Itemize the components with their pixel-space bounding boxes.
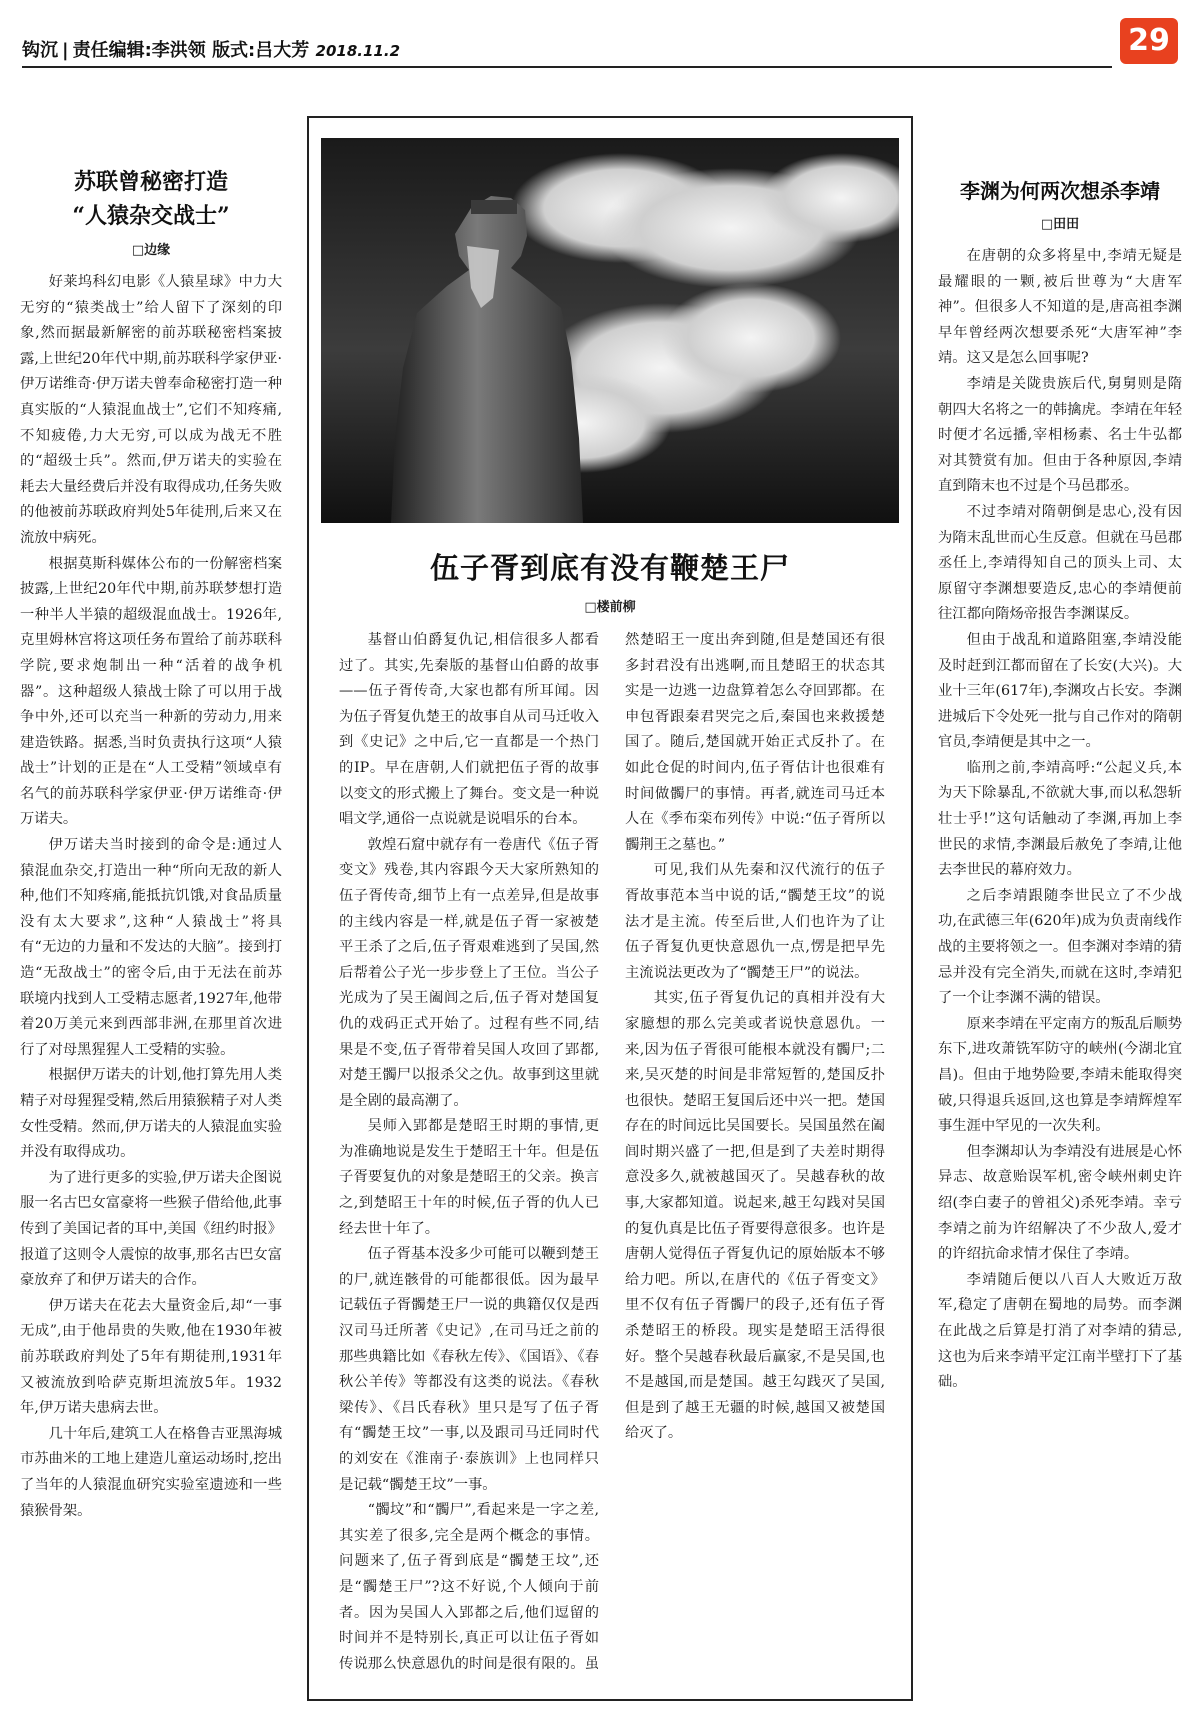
center-article-title: 伍子胥到底有没有鞭楚王尸 — [429, 551, 790, 585]
paragraph: 李靖是关陇贵族后代,舅舅则是隋朝四大名将之一的韩擒虎。李靖在年轻时便才名远播,宰相杨素、名士牛弘都对其赞赏有加。但由于各种原因,李靖直到隋末也不过是个马邑郡丞。 — [938, 375, 1182, 495]
paragraph: 原来李靖在平定南方的叛乱后顺势东下,进攻萧铣军防守的峡州(今湖北宜昌)。但由于地势险要,李靖未能取得突破,只得退兵返回,这也算是李靖辉煌军事生涯中罕见的一次失利。 — [938, 1015, 1182, 1135]
left-article-body — [20, 270, 282, 1524]
header-info — [22, 36, 400, 62]
paragraph: 在唐朝的众多将星中,李靖无疑是最耀眼的一颗,被后世尊为“大唐军神”。但很多人不知道的是,唐高祖李渊早年曾经两次想要杀死“大唐军神”李靖。这又是怎么回事呢? — [938, 248, 1182, 367]
right-article-byline: □田田 — [1040, 217, 1080, 232]
header-rule — [22, 66, 1112, 68]
paragraph: 可见,我们从先秦和汉代流行的伍子胥故事范本当中说的话,“髑楚王坟”的说法才是主流。传至后世,人们也许为了让伍子胥复仇更快意恩仇一点,愣是把早先主流说法更改为了“髑楚王尸”的说法。 — [625, 862, 885, 981]
section-name: 钩沉 — [22, 40, 58, 61]
right-article-body — [938, 244, 1182, 1396]
statue-photo — [321, 138, 899, 523]
left-article — [20, 165, 282, 1524]
left-title-line-1: 苏联曾秘密打造 — [73, 169, 228, 195]
paragraph: 几十年后,建筑工人在格鲁吉亚黑海城市苏曲米的工地上建造儿童运动场时,挖出了当年的人猿混血研究实验室遗迹和一些猿猴骨架。 — [20, 1425, 282, 1519]
paragraph: 根据伊万诺夫的计划,他打算先用人类精子对母猩猩受精,然后用猿猴精子对人类女性受精。然而,伊万诺夫的人猿混血实验并没有取得成功。 — [20, 1067, 282, 1161]
left-article-title — [20, 165, 282, 233]
paragraph: 基督山伯爵复仇记,相信很多人都看过了。其实,先秦版的基督山伯爵的故事——伍子胥传奇,大家也都有所耳闻。因为伍子胥复仇楚王的故事自从司马迁收入到《史记》之中后,它一直都是一个热门的IP。早在唐朝,人们就把伍子胥的故事以变文的形式搬上了舞台。变文是一种说唱文学,通俗一点说就是说唱乐的台本。 — [339, 632, 599, 828]
paragraph: 李靖随后便以八百人大败近万敌军,稳定了唐朝在蜀地的局势。而李渊在此战之后算是打消了对李靖的猜忌,这也为后来李靖平定江南半壁打下了基础。 — [938, 1271, 1182, 1391]
paragraph: “髑坟”和“髑尸”,看起来是一字之差,其实差了很多,完全是两个概念的事情。问题来了,伍子胥到底是“髑楚王坟”,还是“髑楚王尸”?这不好说,个人倾向于前者。因为吴国人入郢都之后,他们逗留的时间并不是特别长,真正可以让伍子胥如传说那么快意恩仇的时间是很有限的。虽然楚昭王一度出奔到随,但是楚国还有很多封君没有出逃啊,而且楚昭王的状态其实是一边逃一边盘算着怎么夺回郢都。在申包胥跟秦君哭完之后,秦国也来救援楚国了。随后,楚国就开始正式反扑了。在如此仓促的时间内,伍子胥估计也很难有时间做髑尸的事情。再者,就连司马迁本人在《季布栾布列传》中说:“伍子胥所以髑荆王之墓也。” — [339, 632, 885, 1672]
paragraph: 根据莫斯科媒体公布的一份解密档案披露,上世纪20年代中期,前苏联梦想打造一种半人半猿的超级混血战士。1926年,克里姆林宫将这项任务布置给了前苏联科学院,要求炮制出一种“活着的战争机器”。这种超级人猿战士除了可以用于战争中外,还可以充当一种新的劳动力,用来建造铁路。据悉,当时负责执行这项“人猿战士”计划的正是在“人工受精”领域卓有名气的前苏联科学家伊亚·伊万诺维奇·伊万诺夫。 — [20, 555, 282, 828]
center-article-byline: □楼前柳 — [584, 600, 636, 615]
paragraph: 但由于战乱和道路阻塞,李靖没能及时赶到江都而留在了长安(大兴)。大业十三年(617年),李渊攻占长安。李渊进城后下令处死一批与自己作对的隋朝官员,李靖便是其中之一。 — [938, 631, 1182, 751]
layout-credit: 版式:吕大芳 — [212, 40, 310, 61]
paragraph: 临刑之前,李靖高呼:“公起义兵,本为天下除暴乱,不欲就大事,而以私怨斩壮士乎!”这句话触动了李渊,再加上李世民的求情,李渊最后赦免了李靖,让他去李世民的幕府效力。 — [938, 759, 1182, 879]
page-header — [0, 0, 1200, 96]
issue-date: 2018.11.2 — [315, 42, 401, 60]
editor-credit: 责任编辑:李洪领 — [72, 40, 206, 61]
paragraph: 伊万诺夫当时接到的命令是:通过人猿混血杂交,打造出一种“所向无敌的新人种,他们不知疼痛,能抵抗饥饿,对食品质量没有太大要求”,这种“人猿战士”将具有“无边的力量和不发达的大脑”。接到打造“无敌战士”的密令后,由于无法在前苏联境内找到人工受精志愿者,1927年,他带着20万美元来到西部非洲,在那里首次进行了对母黑猩猩人工受精的实验。 — [20, 837, 282, 1058]
paragraph: 之后李靖跟随李世民立了不少战功,在武德三年(620年)成为负责南线作战的主要将领之一。但李渊对李靖的猜忌并没有完全消失,而就在这时,李靖犯了一个让李渊不满的错误。 — [938, 887, 1182, 1007]
center-article-box — [307, 116, 913, 1701]
paragraph: 吴师入郢都是楚昭王时期的事情,更为准确地说是发生于楚昭王十年。但是伍子胥要复仇的对象是楚昭王的父亲。换言之,到楚昭王十年的时候,伍子胥的仇人已经去世十年了。 — [339, 1118, 599, 1237]
paragraph: 伍子胥基本没多少可能可以鞭到楚王的尸,就连骸骨的可能都很低。因为最早记载伍子胥髑楚王尸一说的典籍仅仅是西汉司马迁所著《史记》,在司马迁之前的那些典籍比如《春秋左传》、《国语》、《春秋公羊传》等都没有这类的说法。《春秋梁传》、《吕氏春秋》里只是写了伍子胥有“髑楚王坟”一事,以及跟司马迁同时代的刘安在《淮南子·泰族训》上也同样只是记载“髑楚王坟”一事。 — [339, 1246, 599, 1493]
paragraph: 但李渊却认为李靖没有进展是心怀异志、故意贻误军机,密令峡州刺史许绍(李白妻子的曾祖父)杀死李靖。幸亏李靖之前为许绍解决了不少敌人,爱才的许绍抗命求情才保住了李靖。 — [938, 1143, 1182, 1263]
left-title-line-2: “人猿杂交战士” — [72, 203, 230, 229]
paragraph: 伊万诺夫在花去大量资金后,却“一事无成”,由于他昂贵的失败,他在1930年被前苏联政府判处了5年有期徒刑,1931年又被流放到哈萨克斯坦流放5年。1932年,伊万诺夫患病去世。 — [20, 1297, 282, 1417]
paragraph: 好莱坞科幻电影《人猿星球》中力大无穷的“猿类战士”给人留下了深刻的印象,然而据最新解密的前苏联秘密档案披露,上世纪20年代中期,前苏联科学家伊亚·伊万诺维奇·伊万诺夫曾奉命秘密打造一种真实版的“人猿混血战士”,它们不知疼痛,不知疲倦,力大无穷,可以成为战无不胜的“超级士兵”。然而,伊万诺夫的实验在耗去大量经费后并没有取得成功,任务失败的他被前苏联政府判处5年徒刑,后来又在流放中病死。 — [20, 274, 282, 546]
header-separator: | — [62, 40, 69, 61]
page-number-badge: 29 — [1120, 18, 1178, 64]
paragraph: 为了进行更多的实验,伊万诺夫企图说服一名古巴女富豪将一些猴子借给他,此事传到了美国记者的耳中,美国《纽约时报》报道了这则令人震惊的故事,那名古巴女富豪放弃了和伊万诺夫的合作。 — [20, 1169, 282, 1289]
paragraph: 其实,伍子胥复仇记的真相并没有大家臆想的那么完美或者说快意恩仇。一来,因为伍子胥很可能根本就没有髑尸;二来,吴灭楚的时间是非常短暂的,楚国反扑也很快。楚昭王复国后还中兴一把。楚国存在的时间远比吴国要长。吴国虽然在阖闾时期兴盛了一把,但是到了夫差时期得意没多久,就被越国灭了。吴越春秋的故事,大家都知道。说起来,越王勾践对吴国的复仇真是比伍子胥要得意很多。也许是唐朝人觉得伍子胥复仇记的原始版本不够给力吧。所以,在唐代的《伍子胥变文》里不仅有伍子胥髑尸的段子,还有伍子胥杀楚昭王的桥段。现实是楚昭王活得很好。整个吴越春秋最后赢家,不是吴国,也不是越国,而是楚国。越王勾践灭了吴国,但是到了越王无疆的时候,越国又被楚国给灭了。 — [625, 990, 885, 1442]
paragraph: 不过李靖对隋朝倒是忠心,没有因为隋末乱世而心生反意。但就在马邑郡丞任上,李靖得知自己的顶头上司、太原留守李渊想要造反,忠心的李靖便前往江都向隋炀帝报告李渊谋反。 — [938, 503, 1182, 623]
left-article-byline: □边缘 — [131, 243, 171, 258]
center-article-body — [339, 628, 885, 1688]
paragraph: 敦煌石窟中就存有一卷唐代《伍子胥变文》残卷,其内容跟今天大家所熟知的伍子胥传奇,细节上有一点差异,但是故事的主线内容是一样,就是伍子胥一家被楚平王杀了之后,伍子胥艰难逃到了吴国,然后帮着公子光一步步登上了王位。当公子光成为了吴王阖闾之后,伍子胥对楚国复仇的戏码正式开始了。过程有些不同,结果是不变,伍子胥带着吴国人攻回了郢都,对楚王髑尸以报杀父之仇。故事到这里就是全剧的最高潮了。 — [339, 836, 599, 1109]
right-article-title: 李渊为何两次想杀李靖 — [960, 179, 1160, 203]
right-article — [938, 177, 1182, 1396]
